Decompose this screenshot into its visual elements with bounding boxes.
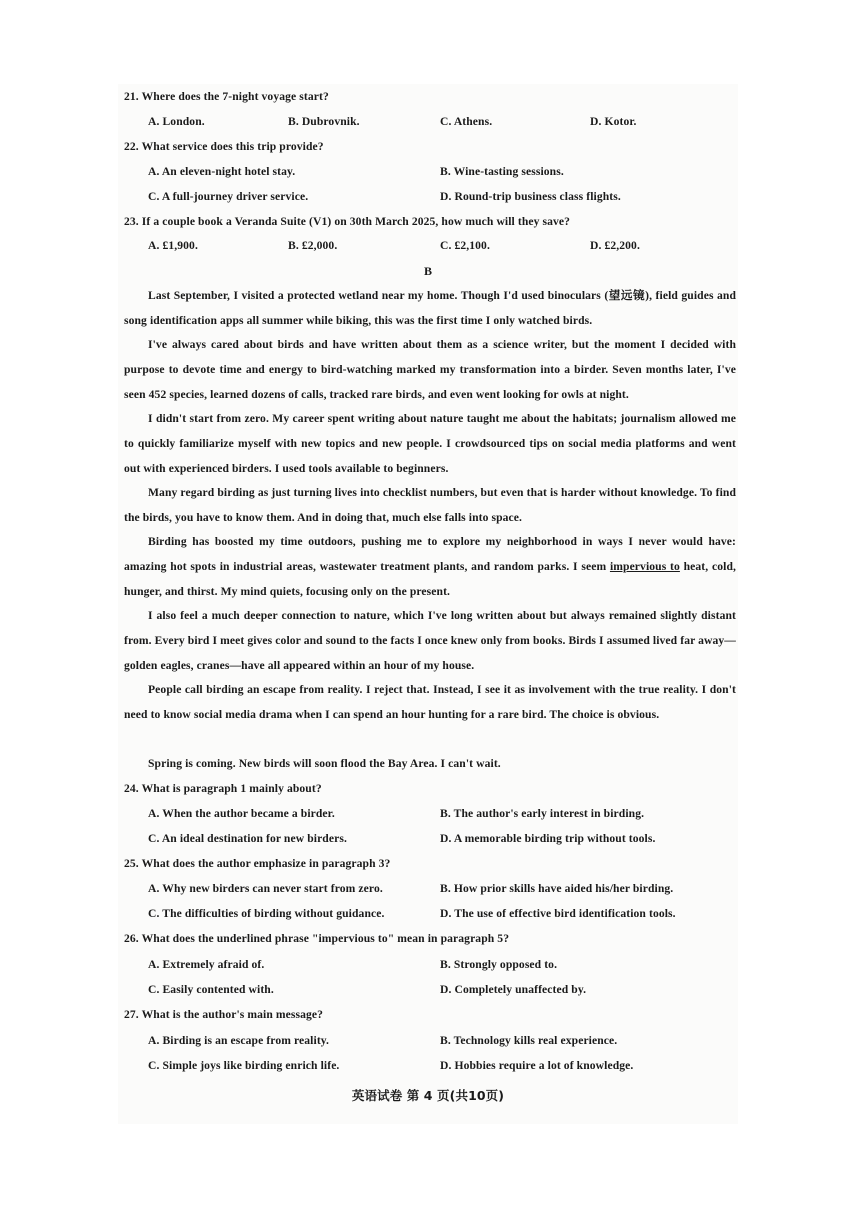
exam-page [118,84,738,1124]
question-25-option-b: B. How prior skills have aided his/her birding. [440,882,674,895]
question-23-option-a: A. £1,900. [148,239,198,252]
paragraph-5-text-before: Birding has boosted my time outdoors, pushing me to explore my neighborhood in ways I never would have: amazing hot spots in industrial areas, wastewater treatment plants, and random parks. I seem [124,535,736,573]
passage-paragraph-6: I also feel a much deeper connection to nature, which I've long written about but always remained slightly distant from. Every bird I meet gives color and sound to the facts I once knew only from books. Birds I assumed lived far away—golden eagles, cranes—have all appeared within an hour of my house. [124,609,736,672]
question-27-option-c: C. Simple joys like birding enrich life. [148,1059,340,1072]
question-25-option-c: C. The difficulties of birding without guidance. [148,907,385,920]
question-22-stem: 22. What service does this trip provide? [124,140,324,153]
question-24-option-a: A. When the author became a birder. [148,807,335,820]
question-26-option-a: A. Extremely afraid of. [148,958,265,971]
passage-paragraph-1: Last September, I visited a protected wetland near my home. Though I'd used binoculars (望远镜), field guides and song identification apps all summer while biking, this was the first time I only watched birds. [124,289,736,327]
question-22-option-d: D. Round-trip business class flights. [440,190,621,203]
question-26-option-b: B. Strongly opposed to. [440,958,558,971]
question-24-option-d: D. A memorable birding trip without tools. [440,832,656,845]
question-24-option-c: C. An ideal destination for new birders. [148,832,347,845]
paragraph-5-text-after: heat, cold, hunger, and thirst. My mind quiets, focusing only on the present. [124,560,736,598]
question-24-stem: 24. What is paragraph 1 mainly about? [124,782,322,795]
passage-paragraph-8: Spring is coming. New birds will soon flood the Bay Area. I can't wait. [148,757,501,770]
question-24-option-b: B. The author's early interest in birding. [440,807,645,820]
question-22-option-b: B. Wine-tasting sessions. [440,165,564,178]
question-27-stem: 27. What is the author's main message? [124,1008,324,1021]
question-25-stem: 25. What does the author emphasize in paragraph 3? [124,857,391,870]
question-21-option-d: D. Kotor. [590,115,637,128]
question-27-option-d: D. Hobbies require a lot of knowledge. [440,1059,634,1072]
question-26-option-c: C. Easily contented with. [148,983,274,996]
question-21-option-c: C. Athens. [440,115,493,128]
question-25-option-d: D. The use of effective bird identification tools. [440,907,676,920]
passage-paragraph-7: People call birding an escape from reality. I reject that. Instead, I see it as involvement with the true reality. I don't need to know social media drama when I can spend an hour hunting for a rare bird. The choice is obvious. [124,683,736,721]
question-21-option-b: B. Dubrovnik. [288,115,360,128]
underlined-phrase: impervious to [609,560,680,573]
question-21-option-a: A. London. [148,115,205,128]
question-27-option-b: B. Technology kills real experience. [440,1034,618,1047]
question-22-option-c: C. A full-journey driver service. [148,190,309,203]
page-footer: 英语试卷 第 4 页(共10页) [351,1088,505,1103]
question-26-stem: 26. What does the underlined phrase "impervious to" mean in paragraph 5? [124,932,510,945]
question-22-option-a: A. An eleven-night hotel stay. [148,165,296,178]
question-23-option-b: B. £2,000. [288,239,338,252]
passage-paragraph-5 [124,529,736,604]
question-25-option-a: A. Why new birders can never start from zero. [148,882,383,895]
question-21-stem: 21. Where does the 7-night voyage start? [124,90,329,103]
section-heading: B [423,264,433,278]
passage-paragraph-3: I didn't start from zero. My career spent writing about nature taught me about the habitats; journalism allowed me to quickly familiarize myself with new topics and new people. I crowdsourced tips on social media platforms and went out with experienced birders. I used tools available to beginners. [124,412,736,475]
question-23-option-d: D. £2,200. [590,239,640,252]
question-27-option-a: A. Birding is an escape from reality. [148,1034,330,1047]
passage-paragraph-2: I've always cared about birds and have written about them as a science writer, but the moment I decided with purpose to devote time and energy to bird-watching marked my transformation into a birder. Seven months later, I've seen 452 species, learned dozens of calls, tracked rare birds, and even went looking for owls at night. [124,338,736,401]
question-26-option-d: D. Completely unaffected by. [440,983,587,996]
question-23-stem: 23. If a couple book a Veranda Suite (V1) on 30th March 2025, how much will they save? [124,215,571,228]
question-23-option-c: C. £2,100. [440,239,490,252]
passage-paragraph-4: Many regard birding as just turning lives into checklist numbers, but even that is harder without knowledge. To find the birds, you have to know them. And in doing that, much else falls into space. [124,486,736,524]
